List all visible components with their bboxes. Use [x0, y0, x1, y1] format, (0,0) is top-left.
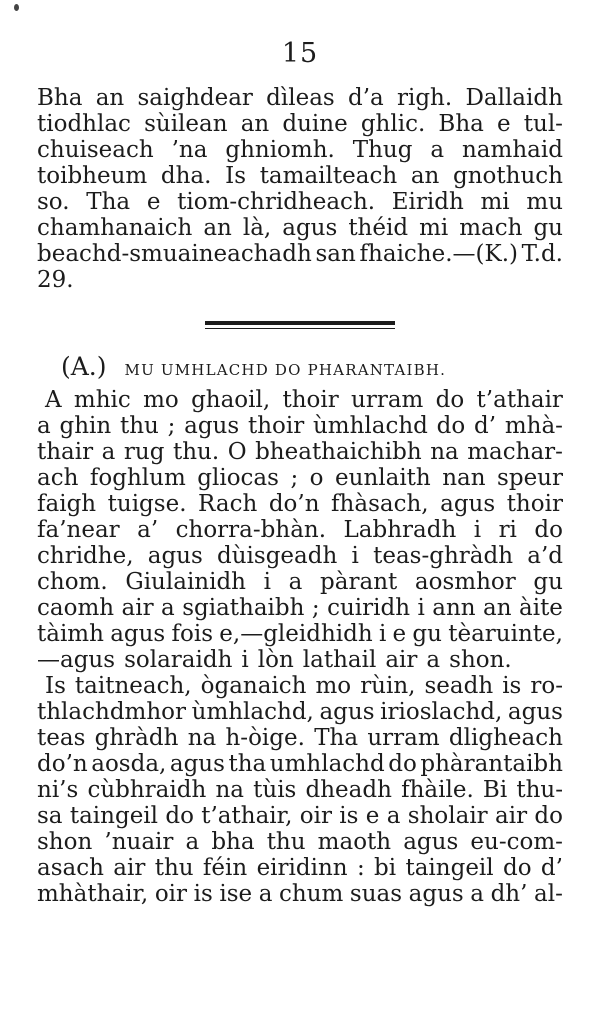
- text-line: —agus solaraidh i lòn lathail air a shon.: [37, 647, 512, 673]
- text-line: beachd-smuaineachadh san fhaiche.—(K.) T.d.: [37, 241, 563, 267]
- text-line: teas ghràdh na h-òige. Tha urram dligheach: [37, 725, 563, 751]
- text-line: do’n aosda, agus tha umhlachd do phàrantaibh: [37, 751, 563, 777]
- text-line: chuiseach ’na ghniomh. Thug a namhaid: [37, 137, 563, 163]
- text-line: so. Tha e tiom-chridheach. Eiridh mi mu: [37, 189, 563, 215]
- text-line: ni’s cùbhraidh na tùis dheadh fhàile. Bi thu-: [37, 777, 563, 803]
- divider-thin-rule: [205, 328, 395, 329]
- text-line: mhàthair, oir is ise a chum suas agus a dh’ al-: [37, 881, 563, 907]
- text-line: faigh tuigse. Rach do’n fhàsach, agus thoir: [37, 491, 563, 517]
- text-line: chamhanaich an là, agus théid mi mach gu: [37, 215, 563, 241]
- section-label: (A.): [61, 352, 107, 381]
- text-line: fa’near a’ chorra-bhàn. Labhradh i ri do: [37, 517, 563, 543]
- body-text: [37, 387, 563, 907]
- top-paragraph: [37, 85, 563, 293]
- section-divider: [205, 321, 395, 329]
- text-line: caomh air a sgiathaibh ; cuiridh i ann an àite: [37, 595, 563, 621]
- text-line: tàimh agus fois e,—gleidhidh i e gu tèaruinte,: [37, 621, 563, 647]
- divider-thick-rule: [205, 321, 395, 325]
- section-heading: [61, 352, 446, 381]
- page-corner-mark: [14, 4, 19, 11]
- text-line: sa taingeil do t’athair, oir is e a sholair air do: [37, 803, 563, 829]
- text-line: chridhe, agus dùisgeadh i teas-ghràdh a’d: [37, 543, 563, 569]
- text-line: ach foghlum gliocas ; o eunlaith nan speur: [37, 465, 563, 491]
- section-title: MU UMHLACHD DO PHARANTAIBH.: [124, 361, 447, 379]
- text-line: A mhic mo ghaoil, thoir urram do t’athair: [45, 387, 563, 413]
- text-line: chom. Giulainidh i a pàrant aosmhor gu: [37, 569, 563, 595]
- text-line: Bha an saighdear dìleas d’a righ. Dallaidh: [37, 85, 563, 111]
- text-line: tiodhlac sùilean an duine ghlic. Bha e tul-: [37, 111, 563, 137]
- text-line: thair a rug thu. O bheathaichibh na machar-: [37, 439, 563, 465]
- text-line: a ghin thu ; agus thoir ùmhlachd do d’ mhà-: [37, 413, 563, 439]
- text-line: thlachdmhor ùmhlachd, agus irioslachd, agus: [37, 699, 563, 725]
- page-number: 15: [281, 38, 319, 69]
- text-line: shon ’nuair a bha thu maoth agus eu-com-: [37, 829, 563, 855]
- text-line: Is taitneach, òganaich mo rùin, seadh is ro-: [45, 673, 563, 699]
- text-line: toibheum dha. Is tamailteach an gnothuch: [37, 163, 563, 189]
- text-line: 29.: [37, 267, 74, 293]
- text-line: asach air thu féin eiridinn : bi taingeil do d’: [37, 855, 563, 881]
